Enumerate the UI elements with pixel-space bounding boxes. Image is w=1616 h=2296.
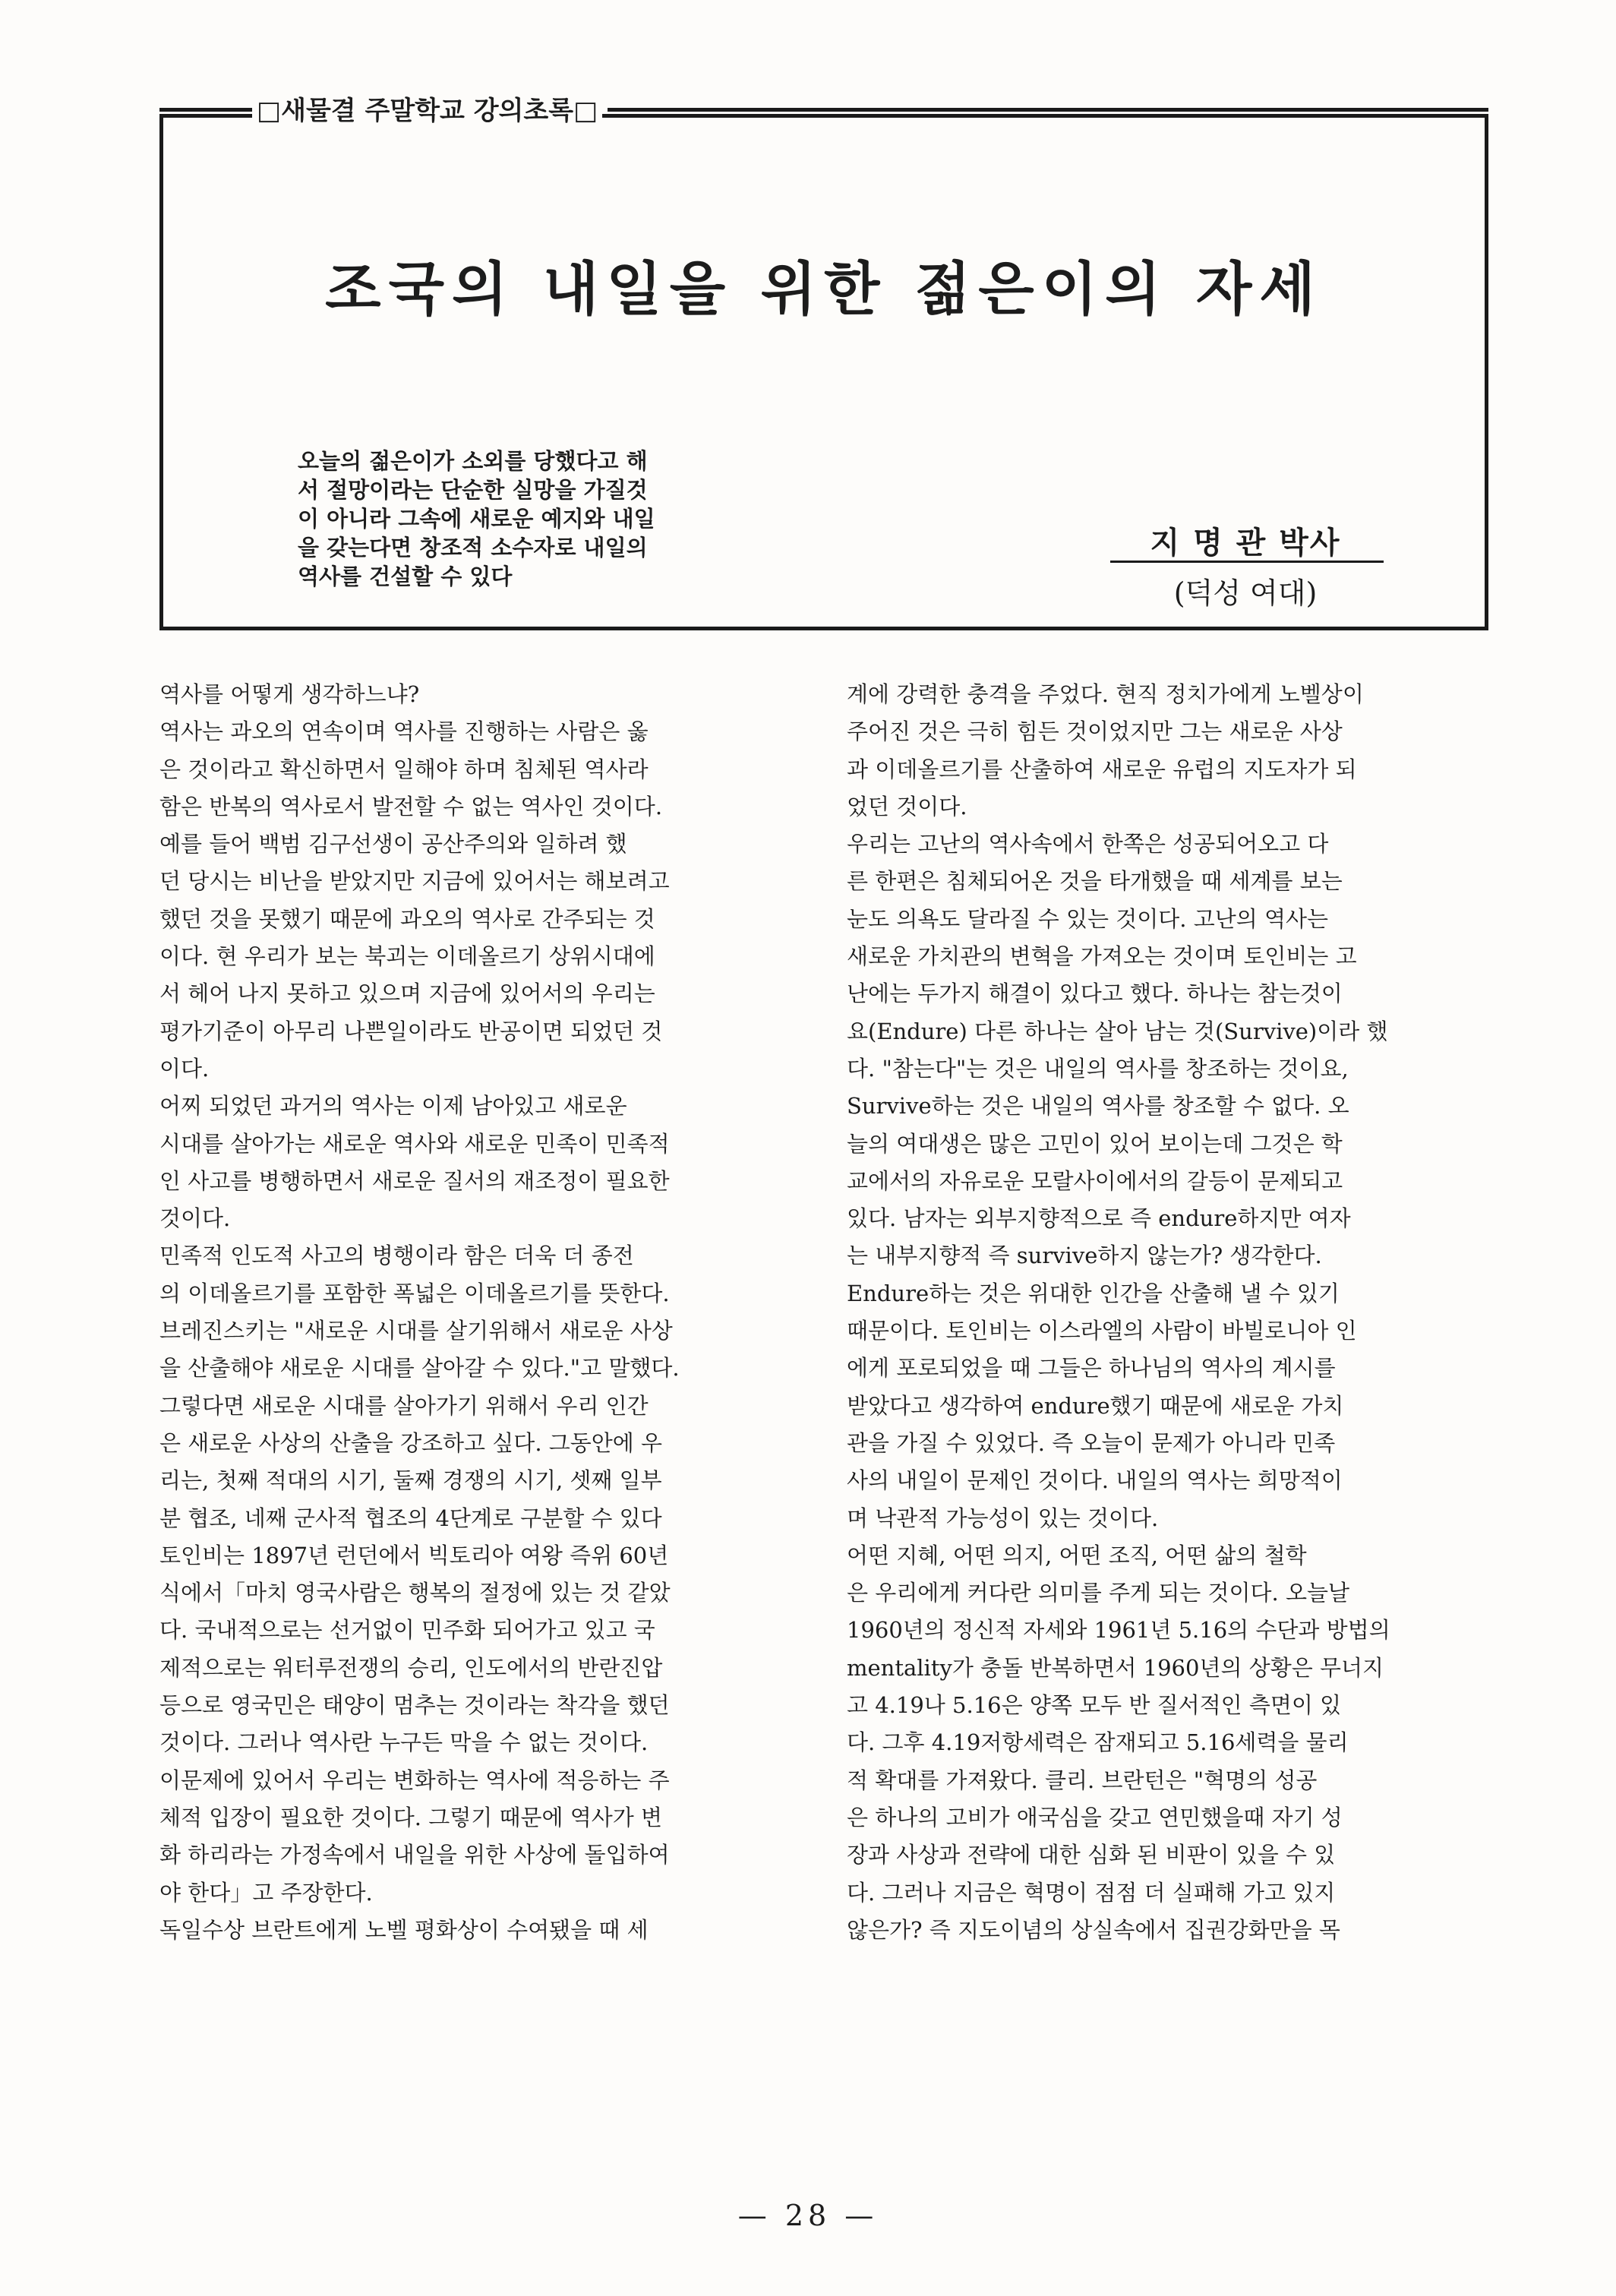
body-text-line: 새로운 가치관의 변혁을 가져오는 것이며 토인비는 고 (847, 943, 1357, 970)
body-text-line: 어찌 되었던 과거의 역사는 이제 남아있고 새로운 (159, 1093, 627, 1120)
body-text-line: 인 사고를 병행하면서 새로운 질서의 재조정이 필요한 (159, 1167, 670, 1194)
author-name: 지 명 관 박사 (1150, 525, 1341, 561)
body-text-line: Survive하는 것은 내일의 역사를 창조할 수 없다. 오 (847, 1093, 1349, 1120)
body-text-line: 않은가? 즉 지도이념의 상실속에서 집권강화만을 목 (847, 1916, 1340, 1943)
body-text-line: 을 산출해야 새로운 시대를 살아갈 수 있다."고 말했다. (159, 1355, 680, 1382)
body-text-line: 다. 국내적으로는 선거없이 민주화 되어가고 있고 국 (159, 1617, 655, 1644)
body-text-line: 교에서의 자유로운 모랄사이에서의 갈등이 문제되고 (847, 1167, 1343, 1194)
body-text-line: 함은 반복의 역사로서 발전할 수 없는 역사인 것이다. (159, 793, 663, 820)
body-text-line: 에게 포로되었을 때 그들은 하나님의 역사의 계시를 (847, 1355, 1336, 1382)
body-text-line: 과 이데올르기를 산출하여 새로운 유럽의 지도자가 되 (847, 756, 1357, 782)
body-column-right (847, 676, 1477, 1949)
body-text-line: 1960년의 정신적 자세와 1961년 5.16의 수단과 방법의 (847, 1617, 1390, 1644)
lead-line: 이 아니라 그속에 새로운 예지와 내일 (298, 506, 655, 532)
body-text-line: 며 낙관적 가능성이 있는 것이다. (847, 1505, 1159, 1531)
body-text-line: 은 하나의 고비가 애국심을 갖고 연민했을때 자기 성 (847, 1804, 1343, 1830)
body-text-line: 주어진 것은 극히 힘든 것이었지만 그는 새로운 사상 (847, 718, 1343, 745)
body-text-line: 있다. 남자는 외부지향적으로 즉 endure하지만 여자 (847, 1205, 1351, 1232)
body-text-line: 적 확대를 가져왔다. 클리. 브란턴은 "혁명의 성공 (847, 1767, 1318, 1793)
body-text-line: 의 이데올르기를 포함한 폭넓은 이데올르기를 뜻한다. (159, 1280, 670, 1306)
body-text-line: 리는, 첫째 적대의 시기, 둘째 경쟁의 시기, 셋째 일부 (159, 1467, 662, 1494)
body-text-line: 른 한편은 침체되어온 것을 타개했을 때 세계를 보는 (847, 868, 1343, 895)
body-text-line: 사의 내일이 문제인 것이다. 내일의 역사는 희망적이 (847, 1467, 1343, 1494)
series-label: □새물결 주말학교 강의초록□ (252, 93, 602, 129)
body-text-line: 은 우리에게 커다란 의미를 주게 되는 것이다. 오늘날 (847, 1580, 1350, 1606)
body-text-line: 이문제에 있어서 우리는 변화하는 역사에 적응하는 주 (159, 1767, 670, 1793)
body-text-line: 역사는 과오의 연속이며 역사를 진행하는 사람은 옳 (159, 718, 649, 745)
body-text-line: 고 4.19나 5.16은 양쪽 모두 반 질서적인 측면이 있 (847, 1692, 1342, 1719)
body-text-line: 예를 들어 백범 김구선생이 공산주의와 일하려 했 (159, 831, 627, 857)
body-text-line: 야 한다」고 주장한다. (159, 1879, 373, 1906)
body-text-line: 등으로 영국민은 태양이 멈추는 것이라는 착각을 했던 (159, 1692, 670, 1719)
body-text-line: 이다. (159, 1055, 210, 1082)
body-text-line: 늘의 여대생은 많은 고민이 있어 보이는데 그것은 학 (847, 1130, 1343, 1157)
body-text-line: 던 당시는 비난을 받았지만 지금에 있어서는 해보려고 (159, 868, 670, 895)
body-text-line: 이다. 현 우리가 보는 북괴는 이데올르기 상위시대에 (159, 943, 655, 970)
body-text-line: 그렇다면 새로운 시대를 살아가기 위해서 우리 인간 (159, 1392, 649, 1419)
body-text-line: 민족적 인도적 사고의 병행이라 함은 더욱 더 종전 (159, 1243, 634, 1269)
body-text-line: 었던 것이다. (847, 793, 967, 820)
body-text-line: 분 협조, 네째 군사적 협조의 4단계로 구분할 수 있다 (159, 1505, 662, 1531)
body-text-line: mentality가 충돌 반복하면서 1960년의 상황은 무너지 (847, 1654, 1384, 1681)
body-text-line: 브레진스키는 "새로운 시대를 살기위해서 새로운 사상 (159, 1318, 673, 1344)
author-affiliation: (덕성 여대) (1173, 576, 1318, 610)
body-text-line: 평가기준이 아무리 나쁜일이라도 반공이면 되었던 것 (159, 1018, 663, 1044)
body-text-line: 했던 것을 못했기 때문에 과오의 역사로 간주되는 것 (159, 905, 655, 932)
body-text-line: 것이다. (159, 1205, 231, 1232)
body-text-line: 다. 그후 4.19저항세력은 잠재되고 5.16세력을 물리 (847, 1729, 1349, 1756)
body-text-line: 식에서「마치 영국사람은 행복의 절정에 있는 것 같았 (159, 1580, 671, 1606)
article-lead (298, 447, 753, 591)
body-text-line: 어떤 지혜, 어떤 의지, 어떤 조직, 어떤 삶의 철학 (847, 1542, 1307, 1568)
lead-line: 을 갖는다면 창조적 소수자로 내일의 (298, 535, 648, 561)
body-text-line: 것이다. 그러나 역사란 누구든 막을 수 없는 것이다. (159, 1729, 649, 1756)
body-text-line: 화 하리라는 가정속에서 내일을 위한 사상에 돌입하여 (159, 1842, 670, 1868)
body-text-line: 요(Endure) 다른 하나는 살아 남는 것(Survive)이라 했 (847, 1018, 1388, 1044)
body-text-line: 서 헤어 나지 못하고 있으며 지금에 있어서의 우리는 (159, 981, 655, 1007)
body-text-line: 토인비는 1897년 런던에서 빅토리아 여왕 즉위 60년 (159, 1542, 669, 1568)
lead-line: 역사를 건설할 수 있다 (298, 564, 513, 589)
body-text-line: 다. "참는다"는 것은 내일의 역사를 창조하는 것이요, (847, 1055, 1349, 1082)
body-text-line: 시대를 살아가는 새로운 역사와 새로운 민족이 민족적 (159, 1130, 670, 1157)
author-underline (1110, 561, 1384, 563)
body-text-line: 는 내부지향적 즉 survive하지 않는가? 생각한다. (847, 1243, 1322, 1269)
lead-line: 오늘의 젊은이가 소외를 당했다고 해 (298, 448, 648, 474)
body-text-line: 은 새로운 사상의 산출을 강조하고 싶다. 그동안에 우 (159, 1429, 663, 1456)
page-number: — 28 — (737, 2199, 879, 2232)
article-title: 조국의 내일을 위한 젊은이의 자세 (325, 255, 1323, 323)
lead-line: 서 절망이라는 단순한 실망을 가질것 (298, 477, 648, 503)
body-column-left (159, 676, 790, 1949)
body-text-line: 역사를 어떻게 생각하느냐? (159, 681, 420, 707)
body-text-line: 우리는 고난의 역사속에서 한쪽은 성공되어오고 다 (847, 831, 1329, 857)
body-text-line: Endure하는 것은 위대한 인간을 산출해 낼 수 있기 (847, 1280, 1340, 1306)
body-text-line: 독일수상 브란트에게 노벨 평화상이 수여됐을 때 세 (159, 1916, 649, 1943)
body-text-line: 받았다고 생각하여 endure했기 때문에 새로운 가치 (847, 1392, 1344, 1419)
body-text-line: 다. 그러나 지금은 혁명이 점점 더 실패해 가고 있지 (847, 1879, 1336, 1906)
body-text-line: 때문이다. 토인비는 이스라엘의 사람이 바빌로니아 인 (847, 1318, 1357, 1344)
body-text-line: 은 것이라고 확신하면서 일해야 하며 침체된 역사라 (159, 756, 649, 782)
body-text-line: 눈도 의욕도 달라질 수 있는 것이다. 고난의 역사는 (847, 905, 1329, 932)
body-text-line: 제적으로는 워터루전쟁의 승리, 인도에서의 반란진압 (159, 1654, 663, 1681)
body-text-line: 체적 입장이 필요한 것이다. 그렇기 때문에 역사가 변 (159, 1804, 663, 1830)
body-text-line: 관을 가질 수 있었다. 즉 오늘이 문제가 아니라 민족 (847, 1429, 1336, 1456)
body-text-line: 계에 강력한 충격을 주었다. 현직 정치가에게 노벨상이 (847, 681, 1364, 707)
body-text-line: 장과 사상과 전략에 대한 심화 된 비판이 있을 수 있 (847, 1842, 1336, 1868)
body-text-line: 난에는 두가지 해결이 있다고 했다. 하나는 참는것이 (847, 981, 1343, 1007)
